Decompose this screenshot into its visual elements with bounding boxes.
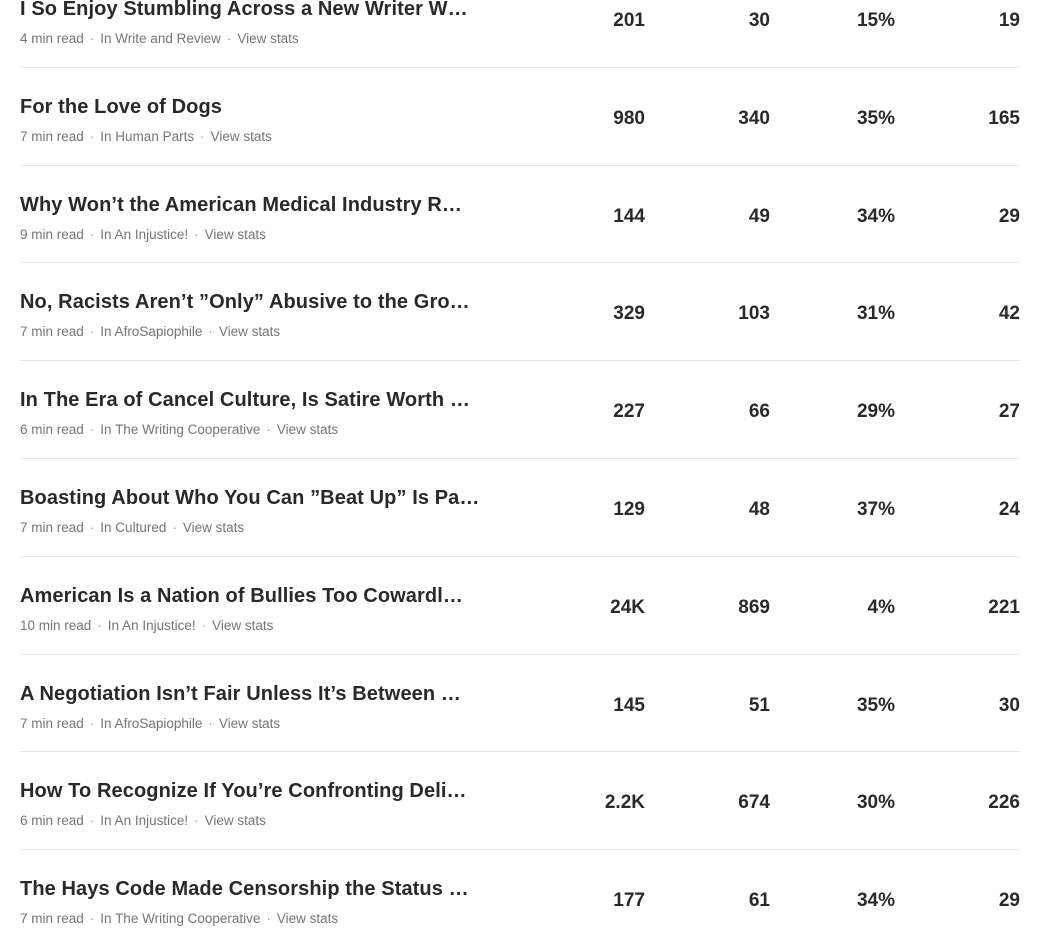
story-meta xyxy=(20,422,338,437)
views-count: 227 xyxy=(613,401,645,423)
fans-count: 226 xyxy=(988,792,1020,814)
reads-count: 61 xyxy=(748,890,770,912)
story-title[interactable]: Why Won’t the American Medical Industry R… xyxy=(20,193,463,216)
read-ratio: 31% xyxy=(856,303,895,325)
views-count: 145 xyxy=(613,694,645,716)
publication-link[interactable]: In The Writing Cooperative xyxy=(100,911,261,927)
read-time: 7 min read xyxy=(20,324,84,340)
fans-count: 30 xyxy=(998,694,1020,716)
views-count: 980 xyxy=(613,107,645,129)
publication-link[interactable]: In AfroSapiophile xyxy=(100,715,203,731)
read-time: 10 min read xyxy=(20,617,92,633)
read-time: 6 min read xyxy=(20,813,84,829)
fans-count: 165 xyxy=(988,107,1020,129)
story-meta xyxy=(20,227,266,242)
read-time: 9 min read xyxy=(20,226,84,242)
fans-count: 27 xyxy=(998,401,1020,423)
story-row xyxy=(20,557,1020,655)
meta-separator: · xyxy=(89,128,95,144)
view-stats-link[interactable]: View stats xyxy=(204,226,266,242)
read-ratio: 34% xyxy=(856,890,895,912)
meta-separator: · xyxy=(89,324,95,340)
views-count: 129 xyxy=(613,498,645,520)
story-title[interactable]: American Is a Nation of Bullies Too Cowardl… xyxy=(20,584,463,607)
publication-link[interactable]: In The Writing Cooperative xyxy=(100,422,261,438)
fans-count: 19 xyxy=(998,10,1020,31)
meta-separator: · xyxy=(89,226,95,242)
meta-separator: · xyxy=(89,813,95,829)
views-count: 177 xyxy=(613,890,645,912)
meta-separator: · xyxy=(97,617,102,633)
story-row xyxy=(20,68,1020,166)
read-time: 4 min read xyxy=(20,31,84,46)
view-stats-link[interactable]: View stats xyxy=(276,911,339,927)
fans-count: 221 xyxy=(988,596,1020,618)
story-row xyxy=(20,752,1020,850)
story-row xyxy=(20,459,1020,557)
view-stats-link[interactable]: View stats xyxy=(204,813,266,829)
story-title[interactable]: In The Era of Cancel Culture, Is Satire Worth … xyxy=(20,389,470,412)
reads-count: 66 xyxy=(748,401,770,423)
read-ratio: 35% xyxy=(856,694,895,716)
read-time: 7 min read xyxy=(20,519,84,535)
reads-count: 51 xyxy=(748,694,770,716)
meta-separator: · xyxy=(89,715,95,731)
story-title[interactable]: How To Recognize If You’re Confronting Deli… xyxy=(20,780,467,803)
story-row xyxy=(20,655,1020,753)
publication-link[interactable]: In An Injustice! xyxy=(107,617,196,633)
read-ratio: 35% xyxy=(856,107,895,129)
views-count: 201 xyxy=(613,10,645,31)
story-row xyxy=(20,0,1020,68)
publication-link[interactable]: In AfroSapiophile xyxy=(100,324,203,340)
reads-count: 674 xyxy=(738,792,770,814)
read-time: 7 min read xyxy=(20,715,84,731)
fans-count: 29 xyxy=(998,205,1020,227)
publication-link[interactable]: In An Injustice! xyxy=(100,813,189,829)
story-row xyxy=(20,166,1020,264)
meta-separator: · xyxy=(89,519,95,535)
story-meta xyxy=(20,716,280,731)
meta-separator: · xyxy=(89,31,95,46)
story-meta xyxy=(20,520,244,535)
meta-separator: · xyxy=(201,617,207,633)
view-stats-link[interactable]: View stats xyxy=(218,324,281,340)
meta-separator: · xyxy=(266,422,271,438)
fans-count: 29 xyxy=(998,890,1020,912)
reads-count: 30 xyxy=(748,10,770,31)
meta-separator: · xyxy=(194,813,199,829)
story-meta xyxy=(20,813,266,828)
view-stats-link[interactable]: View stats xyxy=(182,519,245,535)
views-count: 2.2K xyxy=(604,792,645,814)
read-time: 7 min read xyxy=(20,911,84,927)
story-stats-list xyxy=(20,0,1020,948)
views-count: 24K xyxy=(610,596,645,618)
story-row xyxy=(20,850,1020,948)
meta-separator: · xyxy=(266,911,271,927)
fans-count: 24 xyxy=(998,498,1020,520)
fans-count: 42 xyxy=(998,303,1020,325)
reads-count: 869 xyxy=(738,596,770,618)
view-stats-link[interactable]: View stats xyxy=(210,128,272,144)
story-title[interactable]: I So Enjoy Stumbling Across a New Writer W… xyxy=(20,0,468,20)
reads-count: 103 xyxy=(738,303,770,325)
meta-separator: · xyxy=(172,519,177,535)
story-row xyxy=(20,361,1020,459)
meta-separator: · xyxy=(200,128,205,144)
meta-separator: · xyxy=(194,226,199,242)
publication-link[interactable]: In An Injustice! xyxy=(100,226,189,242)
publication-link[interactable]: In Write and Review xyxy=(100,31,221,46)
reads-count: 48 xyxy=(748,498,770,520)
story-row xyxy=(20,263,1020,361)
read-time: 6 min read xyxy=(20,422,84,438)
reads-count: 340 xyxy=(738,107,770,129)
story-meta xyxy=(20,618,273,633)
view-stats-link[interactable]: View stats xyxy=(237,31,299,46)
story-meta xyxy=(20,911,338,926)
read-ratio: 34% xyxy=(856,205,895,227)
view-stats-link[interactable]: View stats xyxy=(276,422,339,438)
meta-separator: · xyxy=(208,324,213,340)
views-count: 329 xyxy=(613,303,645,325)
read-ratio: 37% xyxy=(856,498,895,520)
meta-separator: · xyxy=(89,422,95,438)
view-stats-link[interactable]: View stats xyxy=(218,715,281,731)
reads-count: 49 xyxy=(748,205,770,227)
story-meta xyxy=(20,324,280,339)
view-stats-link[interactable]: View stats xyxy=(212,617,274,633)
meta-separator: · xyxy=(89,911,95,927)
story-title[interactable]: The Hays Code Made Censorship the Status … xyxy=(20,878,469,901)
read-ratio: 4% xyxy=(867,596,895,618)
story-meta xyxy=(20,129,272,144)
read-ratio: 29% xyxy=(856,401,895,423)
story-title[interactable]: Boasting About Who You Can ”Beat Up” Is Pa… xyxy=(20,486,480,509)
meta-separator: · xyxy=(208,715,213,731)
publication-link[interactable]: In Human Parts xyxy=(100,128,195,144)
views-count: 144 xyxy=(613,205,645,227)
story-title[interactable]: For the Love of Dogs xyxy=(20,95,222,118)
read-time: 7 min read xyxy=(20,128,84,144)
story-meta xyxy=(20,31,299,46)
story-title[interactable]: A Negotiation Isn’t Fair Unless It’s Between … xyxy=(20,682,461,705)
meta-separator: · xyxy=(226,31,232,46)
read-ratio: 30% xyxy=(856,792,895,814)
publication-link[interactable]: In Cultured xyxy=(100,519,167,535)
story-title[interactable]: No, Racists Aren’t ”Only” Abusive to the Gro… xyxy=(20,291,470,314)
read-ratio: 15% xyxy=(856,10,895,31)
